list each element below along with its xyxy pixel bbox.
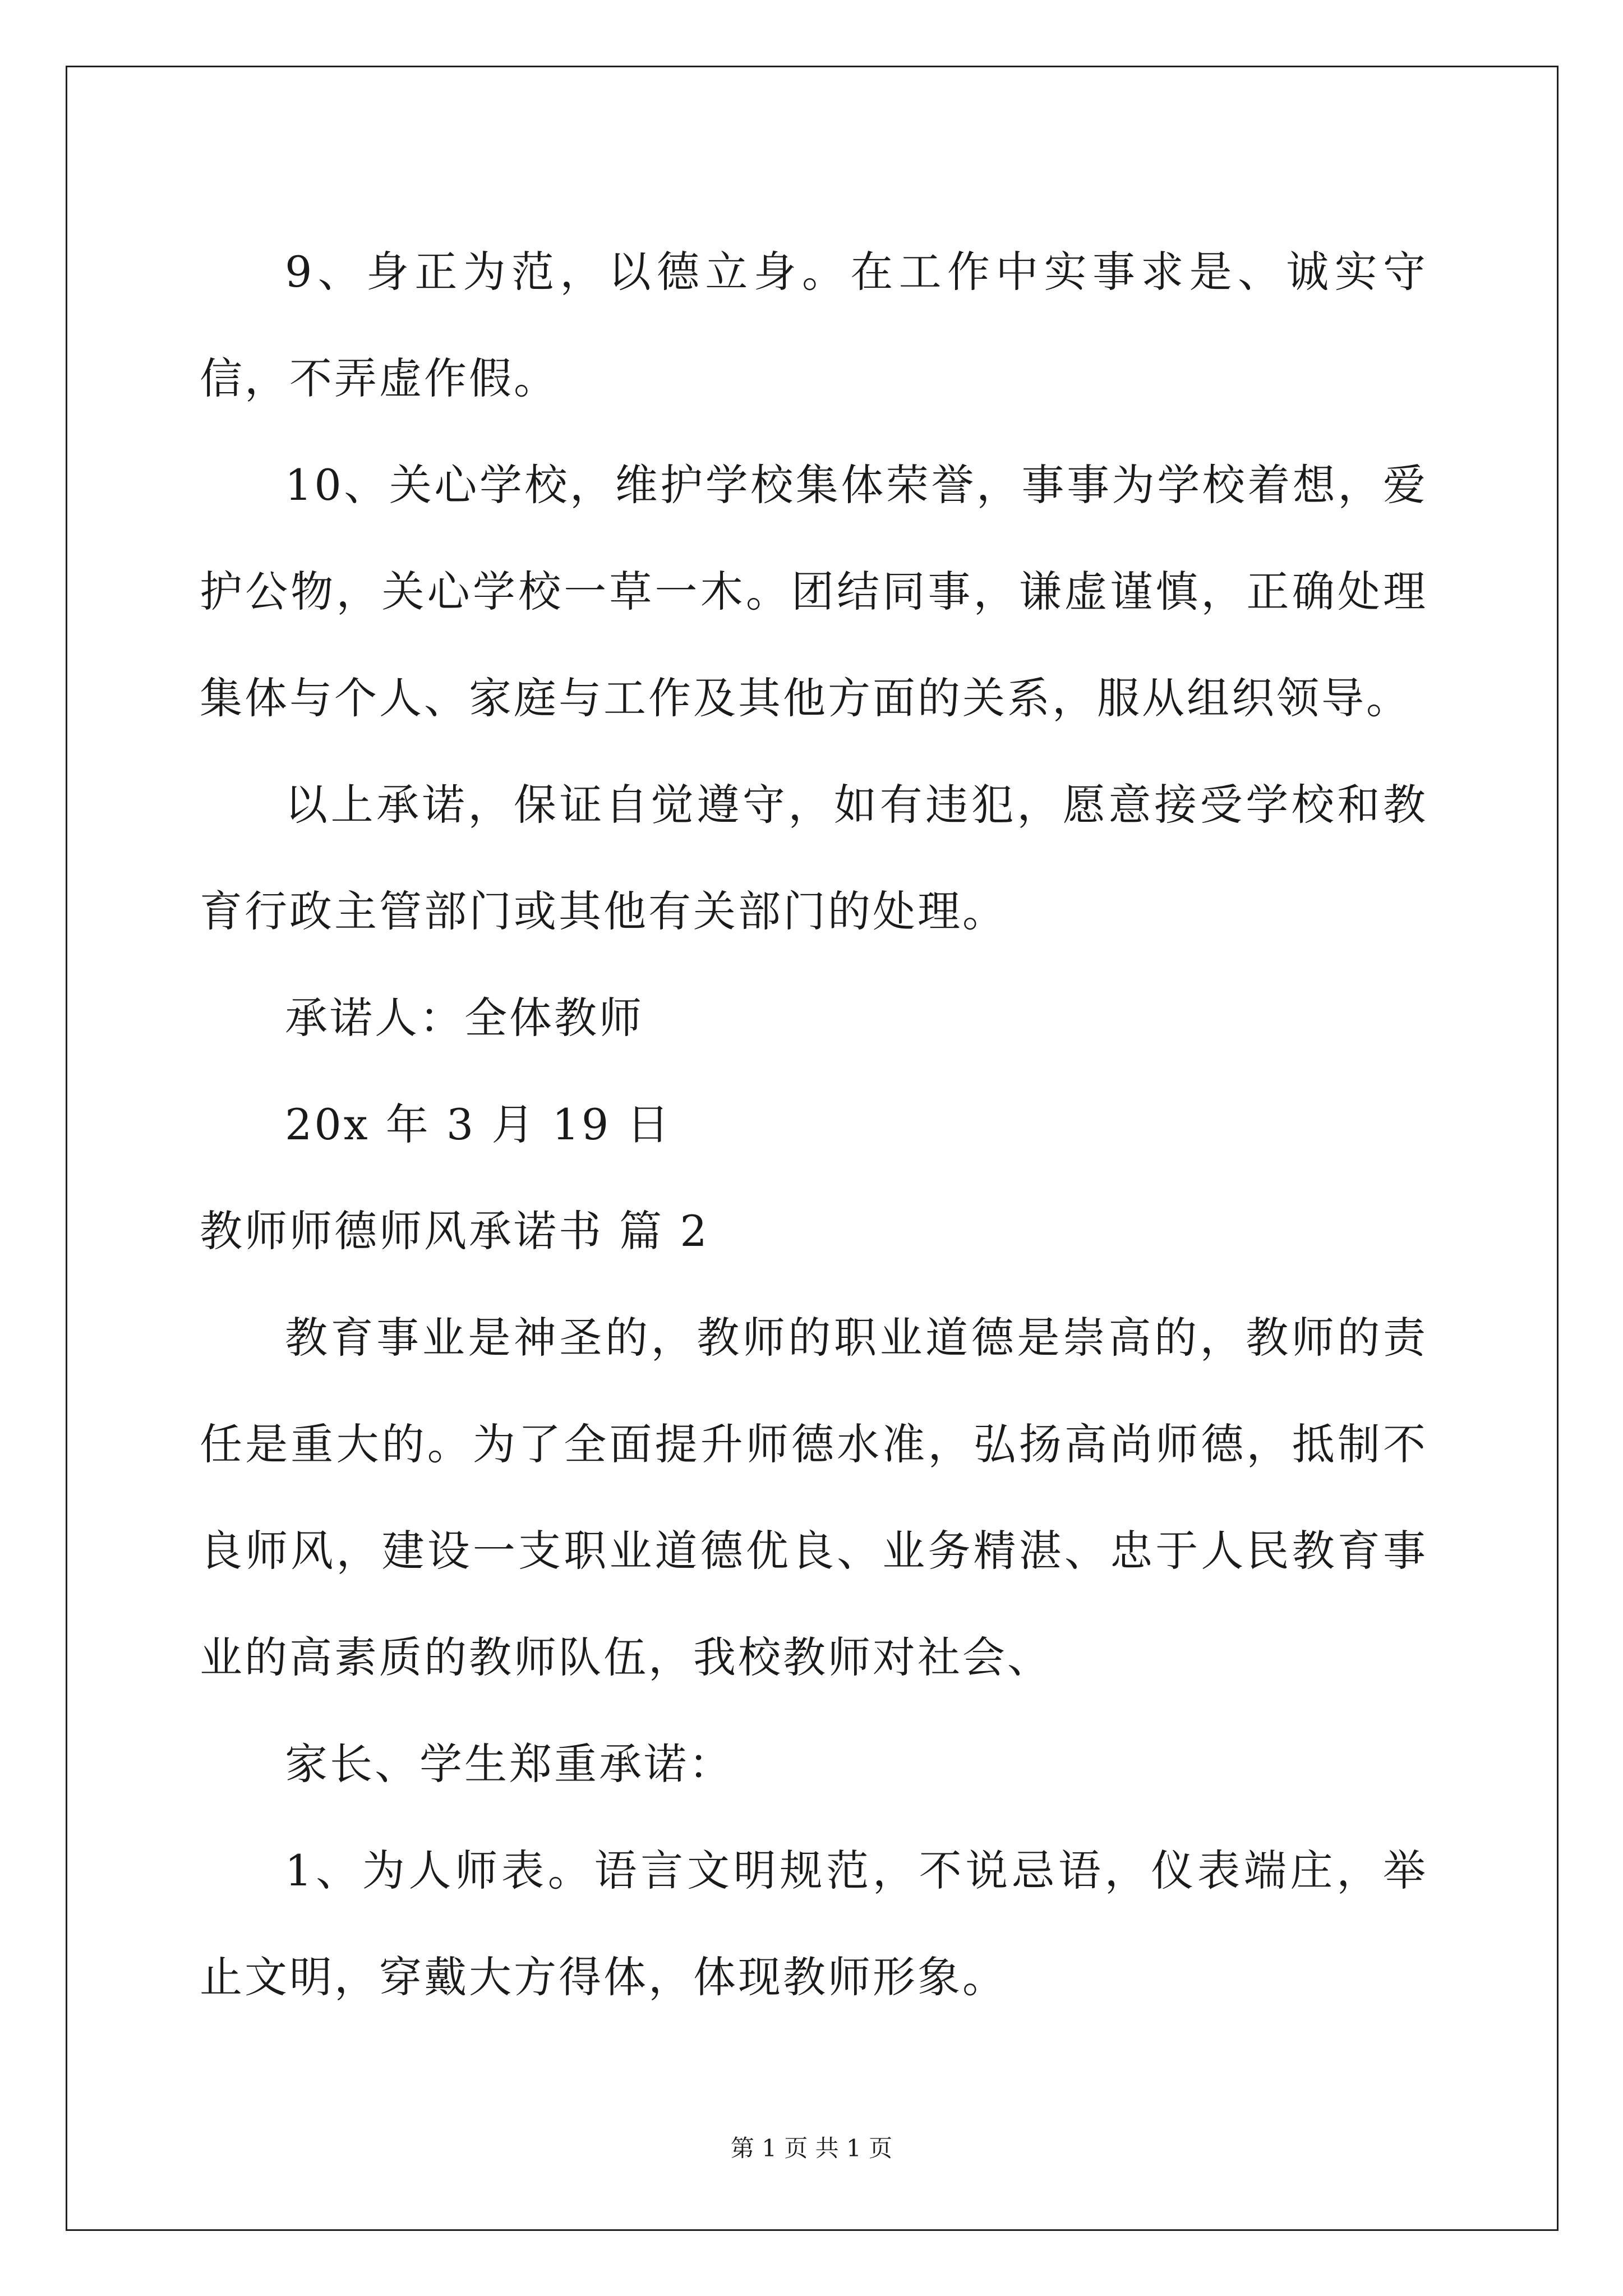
document-body [200,219,1428,2031]
paragraph-intro: 教育事业是神圣的，教师的职业道德是崇高的，教师的责任是重大的。为了全面提升师德水准，弘扬高尚师德，抵制不良师风，建设一支职业道德优良、业务精湛、忠于人民教育事业的高素质的教师队伍，我校教师对社会、 [200,1313,1428,1682]
paragraph-commitment: 以上承诺，保证自觉遵守，如有违犯，愿意接受学校和教育行政主管部门或其他有关部门的处理。 [200,780,1428,936]
paragraph-pledge-lead: 家长、学生郑重承诺： [285,1739,734,1789]
paragraph-item-10: 10、关心学校，维护学校集体荣誉，事事为学校着想，爱护公物，关心学校一草一木。团结同事，谦虚谨慎，正确处理集体与个人、家庭与工作及其他方面的关系，服从组织领导。 [200,460,1428,723]
date: 20x 年 3 月 19 日 [285,1099,672,1149]
paragraph-item-9: 9、身正为范，以德立身。在工作中实事求是、诚实守信，不弄虚作假。 [200,247,1428,403]
section-title: 教师师德师风承诺书 篇 2 [200,1206,709,1256]
page-footer: 第 1 页 共 1 页 [730,2134,893,2162]
signatory: 承诺人：全体教师 [285,993,644,1043]
paragraph-item-1: 1、为人师表。语言文明规范，不说忌语，仪表端庄，举止文明，穿戴大方得体，体现教师形象。 [200,1846,1428,2002]
